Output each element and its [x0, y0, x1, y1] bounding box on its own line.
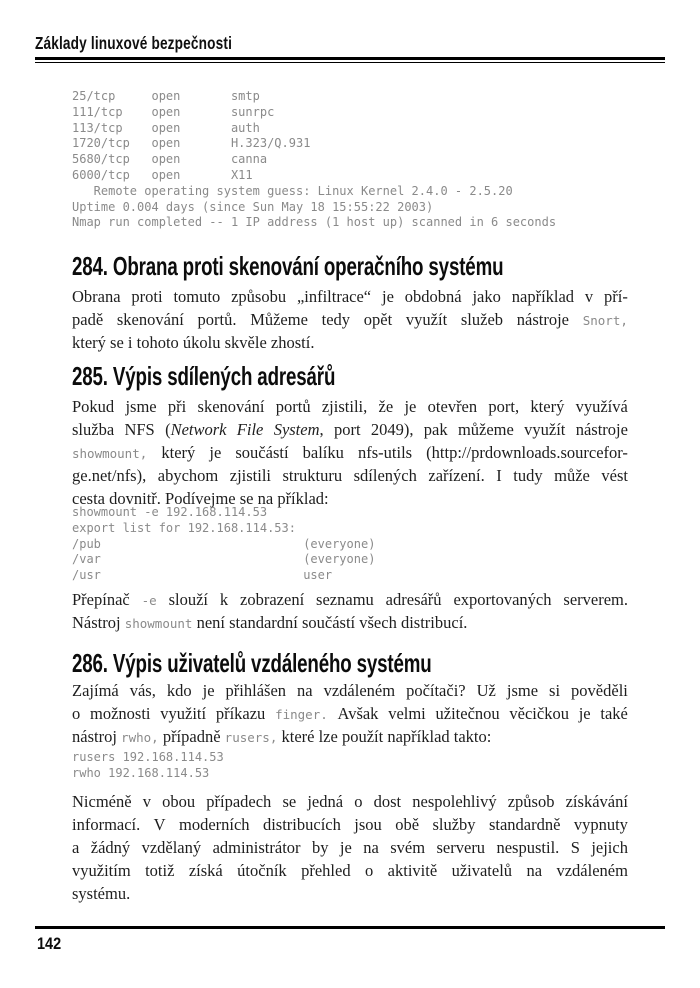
- code-line: 5680/tcp open canna: [72, 152, 268, 167]
- code-line: 111/tcp open sunrpc: [72, 104, 275, 119]
- text-line: a žádný vzdělaný administrátor by je na svém serveru nespustil. S jejich: [72, 838, 628, 857]
- paragraph: [72, 679, 628, 748]
- code-line: rwho 192.168.114.53: [72, 765, 210, 780]
- paragraph: [72, 588, 628, 634]
- text-line: showmount, který je součástí balíku nfs-utils (http://prdownloads.sourcefor-: [72, 443, 628, 462]
- text-line: Nicméně v obou případech se jedná o dost nespolehlivý způsob získávání: [72, 792, 628, 811]
- page-number: 142: [37, 934, 62, 953]
- text-line: Přepínač -e slouží k zobrazení seznamu adresářů exportovaných serverem.: [72, 590, 628, 609]
- page-content: [72, 0, 628, 988]
- code-line: 113/tcp open auth: [72, 120, 260, 135]
- section-heading: 284. Obrana proti skenování operačního systému: [72, 251, 504, 281]
- text-line: ge.net/nfs), abychom zjistili strukturu sdílených zařízení. I tudy může vést: [72, 466, 628, 485]
- code-line: 25/tcp open smtp: [72, 89, 260, 103]
- section-heading: 285. Výpis sdílených adresářů: [72, 361, 336, 391]
- footer-rule: [35, 926, 665, 929]
- code-line: Nmap run completed -- 1 IP address (1 host up) scanned in 6 seconds: [72, 215, 557, 230]
- text-line: informací. V moderních distribucích jsou obě služby standardně vypnuty: [72, 815, 628, 834]
- text-line: o možnosti využití příkazu finger. Avšak velmi užitečnou věcičkou je také: [72, 704, 628, 723]
- code-line: Uptime 0.004 days (since Sun May 18 15:55:22 2003): [72, 199, 434, 214]
- text-line: který se i tohoto úkolu skvěle zhostí.: [72, 333, 315, 352]
- code-block: [72, 89, 628, 231]
- code-line: 1720/tcp open H.323/Q.931: [72, 136, 311, 151]
- text-line: Obrana proti tomuto způsobu „infiltrace“ je obdobná jako například v pří-: [72, 287, 628, 306]
- text-line: Nástroj showmount není standardní součástí všech distribucí.: [72, 613, 468, 632]
- text-line: Zajímá vás, kdo je přihlášen na vzdáleném počítači? Už jsme si pověděli: [72, 681, 628, 700]
- text-line: Pokud jsme při skenování portů zjistili, že je otevřen port, který využívá: [72, 397, 628, 416]
- section-heading: 286. Výpis uživatelů vzdáleného systému: [72, 648, 432, 678]
- code-line: /usr user: [72, 568, 333, 583]
- code-line: 6000/tcp open X11: [72, 167, 253, 182]
- code-line: rusers 192.168.114.53: [72, 750, 224, 764]
- code-line: /var (everyone): [72, 552, 376, 567]
- paragraph: [72, 395, 628, 510]
- text-line: padě skenování portů. Můžeme tedy opět využít služeb nástroje Snort,: [72, 310, 628, 329]
- text-line: služba NFS (Network File System, port 2049), pak můžeme využít nástroje: [72, 420, 628, 439]
- code-line: showmount -e 192.168.114.53: [72, 505, 268, 519]
- running-header-title: Základy linuxové bezpečnosti: [35, 33, 233, 53]
- text-line: cesta dovnitř. Podívejme se na příklad:: [72, 489, 329, 508]
- code-block: [72, 750, 628, 782]
- text-line: nástroj rwho, případně rusers, které lze použít například takto:: [72, 727, 492, 746]
- paragraph: [72, 790, 628, 905]
- code-line: Remote operating system guess: Linux Kernel 2.4.0 - 2.5.20: [72, 183, 513, 198]
- code-line: /pub (everyone): [72, 536, 376, 551]
- code-line: export list for 192.168.114.53:: [72, 520, 296, 535]
- text-line: využitím totiž získá útočník přehled o aktivitě uživatelů na vzdáleném: [72, 861, 628, 880]
- text-line: systému.: [72, 884, 131, 903]
- paragraph: [72, 285, 628, 354]
- code-block: [72, 505, 628, 584]
